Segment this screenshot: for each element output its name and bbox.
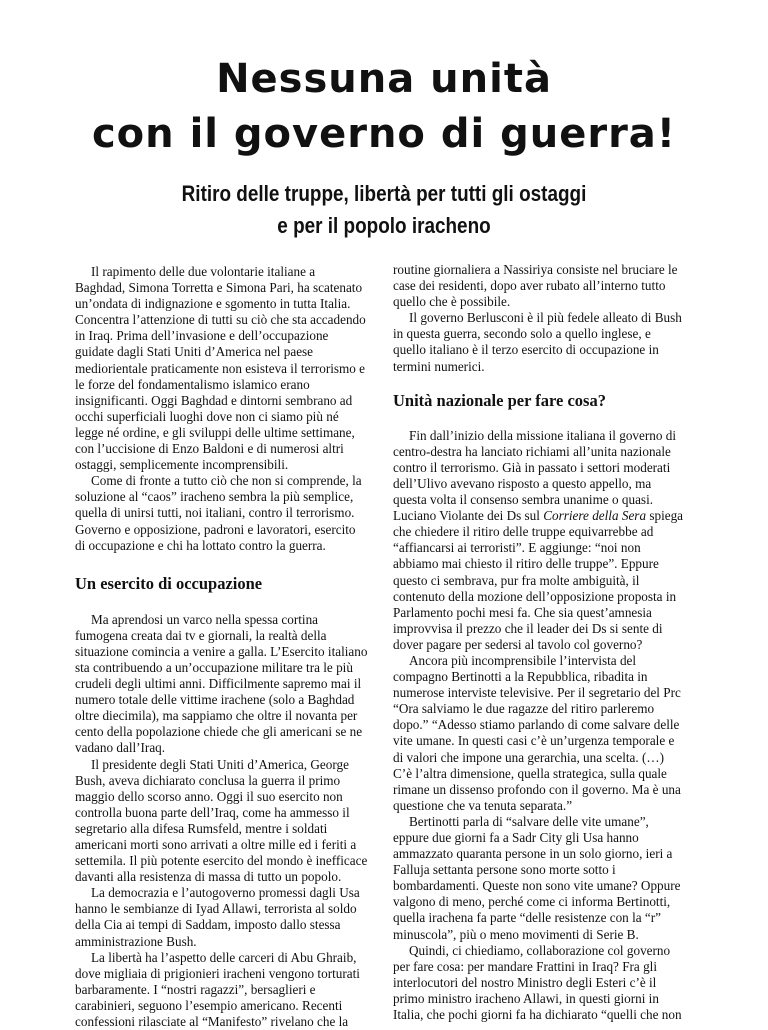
text-line: cento della popolazione chiede che gli americani se ne	[75, 724, 363, 740]
text-line: situazione comincia a venire a galla. L’Esercito italiano	[75, 643, 368, 659]
text-line: un’ondata di indignazione e sgomento in tutta Italia.	[75, 296, 351, 312]
text-line: abbiamo mai chiesto il ritiro delle truppe”. Eppure	[393, 556, 659, 572]
text-line: Ma aprendosi un varco nella spessa cortina	[91, 611, 319, 627]
right-column	[393, 262, 697, 1023]
text-line: Governo e opposizione, padroni e lavoratori, esercito	[75, 521, 356, 537]
text-line: “affiancarsi ai terroristi”. E aggiunge: “noi non	[393, 540, 641, 556]
text-line: maggio dello scorso anno. Oggi il suo esercito non	[75, 788, 343, 804]
text-line: compagno Bertinotti a la Repubblica, ribadita in	[393, 669, 648, 685]
text-line: Falluja settanta persone sono morte sotto i	[393, 862, 616, 878]
text-line: sta contribuendo a un’occupazione militare tra le più	[75, 659, 353, 675]
text-line: La democrazia e l’autogoverno promessi dagli Usa	[91, 885, 360, 901]
text-line: per fare cosa: per mandare Frattini in Iraq? Fra gli	[393, 958, 658, 974]
paragraph-unity-lines	[393, 428, 697, 508]
page-subtitle	[54, 178, 714, 242]
paragraph-bush	[75, 757, 379, 886]
text-line: termini numerici.	[393, 358, 485, 374]
text-line: Ancora più incomprensibile l’intervista del	[409, 652, 637, 668]
text-line: questione che va tenuta separata.”	[393, 797, 573, 813]
text-line: dove migliaia di prigionieri iracheni vengono torturati	[75, 965, 360, 981]
text-line: primo ministro iracheno Allawi, in questi giorni in	[393, 990, 659, 1006]
text-line: hanno le sembianze di Iyad Allawi, terrorista al soldo	[75, 901, 357, 917]
text-line: contenuto della mozione dell’opposizione proposta in	[393, 588, 677, 604]
text-line: Parlamento pochi mesi fa. Che sia quest’amnesia	[393, 604, 652, 620]
newspaper-name: Corriere della Sera	[543, 508, 647, 524]
text-line: Come di fronte a tutto ciò che non si comprende, la	[91, 473, 362, 489]
text-line: Baghdad, Simona Torretta e Simona Pari, ha scatenato	[75, 280, 363, 296]
text-line: vadano dall’Iraq.	[75, 740, 166, 756]
text-line: amministrazione Bush.	[75, 933, 197, 949]
text-line: centro-destra ha lanciato richiami all’unita nazionale	[393, 443, 671, 459]
text-line: ostaggi, semplicemente incomprensibili.	[75, 457, 289, 473]
text-line: davanti alla resistenza di massa di tutto un popolo.	[75, 869, 342, 885]
text-line: guidate dagli Stati Uniti d’America nel paese	[75, 344, 314, 360]
text-line: Il governo Berlusconi è il più fedele alleato di Bush	[409, 310, 682, 326]
paragraph-reaction	[75, 473, 379, 553]
paragraph-nassiriya	[393, 262, 697, 310]
text-line: bombardamenti. Queste non sono vite umane? Oppure	[393, 878, 681, 894]
text-line: valgono di meno, perché come ci informa Bertinotti,	[393, 894, 671, 910]
text-line: eppure due giorni fa a Sadr City gli Usa hanno	[393, 830, 639, 845]
text-line: case dei residenti, dopo aver rubato all’interno tutto	[393, 278, 666, 294]
text-line: di valori che impone una gerarchia, una scelta. (…)	[393, 749, 664, 765]
text-line: che chiedere il ritiro delle truppe equivarrebbe ad	[393, 524, 654, 540]
text-line: segretario alla difesa Rumsfeld, mentre i soldati	[75, 820, 328, 836]
text-line: questa volta il consenso sembra unanime o quasi.	[393, 492, 654, 508]
paragraph-unity	[393, 428, 697, 653]
text-line: interlocutori del nostro Ministro degli Esteri c’è il	[393, 974, 657, 990]
text-line: dover pagare per sedersi al tavolo col governo?	[393, 636, 643, 652]
paragraph-human-lives	[393, 814, 697, 943]
text-line: ammazzato quaranta persone in un solo giorno, ieri a	[393, 846, 673, 862]
text-line: numerose interviste televisive. Per il segretario del Prc	[393, 685, 681, 701]
text-line: mediorientale praticamente non esisteva il terrorismo e	[75, 360, 366, 376]
text-line: insignificanti. Oggi Baghdad e dintorni sembrano ad	[75, 392, 353, 408]
subtitle-line-2: e per il popolo iracheno	[277, 213, 491, 238]
text-line: soluzione al “caos” iracheno sembra la più semplice,	[75, 489, 354, 505]
text-line: vite umane. In questi casi c’è un’urgenza temporale e	[393, 733, 675, 749]
section-heading-occupation: Un esercito di occupazione	[75, 573, 263, 593]
title-line-1: Nessuna unità	[216, 56, 552, 102]
text-line: con l’uccisione di Enzo Baldoni e di numerosi altri	[75, 441, 344, 457]
paragraph-bertinotti	[393, 653, 697, 814]
text-line: Bertinotti parla di “salvare delle vite umane”,	[409, 813, 649, 829]
text-line: rimane un dissenso profondo con il governo. Ma è una	[393, 781, 681, 797]
text-line: dopo.” “Adesso stiamo parlando di come salvare delle	[393, 717, 680, 733]
text-line: Bush, aveva dichiarato conclusa la guerra il primo	[75, 772, 341, 788]
text-line: legge né ordine, e gli sviluppi delle ultime settimane,	[75, 424, 355, 440]
paragraph-berlusconi	[393, 310, 697, 374]
text-line: questo ci sembrava, pur fra molte ambiguità, il	[393, 572, 640, 588]
text-line: Quindi, ci chiediamo, collaborazione col governo	[409, 942, 671, 958]
text-line: confessioni rilasciate al “Manifesto” rivelano che la	[75, 1014, 349, 1030]
text-line: oltre diecimila), ma sappiamo che oltre il novanta per	[75, 708, 358, 724]
text-line: controlla buona parte dell’Iraq, come ha ammesso il	[75, 804, 350, 820]
page-title	[0, 52, 768, 162]
paragraph-smokescreen	[75, 612, 379, 757]
text-line: dell’Ulivo avevano risposto a questo appello, ma	[393, 475, 652, 491]
text-line: in questa guerra, secondo solo a quello inglese, e	[393, 326, 651, 342]
text-line: di occupazione e chi ha lottato contro la guerra.	[75, 537, 326, 553]
left-column	[75, 264, 379, 1030]
text-line: quello italiano è il terzo esercito di occupazione in	[393, 342, 659, 358]
text-line: routine giornaliera a Nassiriya consiste nel bruciare le	[393, 262, 678, 277]
text-line: Il rapimento delle due volontarie italiane a	[91, 264, 316, 279]
text-line: La libertà ha l’aspetto delle carceri di Abu Ghraib,	[91, 949, 357, 965]
text-line: carabinieri, seguono l’esempio americano. Recenti	[75, 997, 343, 1013]
text-line: fumogena creata dai tv e giornali, la realtà della	[75, 627, 327, 643]
text-line: in Iraq. Prima dell’invasione e dell’occupazione	[75, 328, 329, 344]
text-line: Il presidente degli Stati Uniti d’America, George	[91, 756, 349, 772]
text-line: “Ora salviamo le due ragazze del ritiro parleremo	[393, 701, 655, 717]
text-line: della Cia ai tempi di Saddam, imposto dallo stessa	[75, 917, 341, 933]
text-line: quello che è possibile.	[393, 294, 511, 310]
text-line: minuscola”, più o meno movimenti di Serie B.	[393, 926, 639, 942]
paragraph-intro	[75, 264, 379, 473]
text-line: Fin dall’inizio della missione italiana il governo di	[409, 427, 676, 443]
text-line: C’è l’altra dimensione, quella strategica, sulla quale	[393, 765, 667, 781]
text-line: improvvisa il prezzo che il leader dei Ds si sente di	[393, 620, 663, 636]
text-line: contro il terrorismo. Già in passato i settori moderati	[393, 459, 671, 475]
text-line: americani morti sono arrivati a oltre mille ed i feriti a	[75, 837, 357, 852]
violante-pre: Luciano Violante dei Ds sul	[393, 508, 544, 524]
paragraph-frattini	[393, 943, 697, 1023]
violante-post: spiega	[646, 508, 684, 524]
paragraph-unity-cont	[393, 524, 697, 653]
text-line: settemila. Il più potente esercito del mondo è inefficace	[75, 853, 368, 869]
text-line: Italia, che pochi giorni fa ha dichiarato “quelli che non	[393, 1007, 682, 1023]
paragraph-democracy	[75, 885, 379, 949]
text-line: barbaramente. I “nostri ragazzi”, bersaglieri e	[75, 981, 316, 997]
text-line: quella di unirsi tutti, noi italiani, contro il terrorismo.	[75, 505, 355, 521]
section-heading-national-unity: Unità nazionale per fare cosa?	[393, 390, 606, 410]
violante-line	[393, 508, 697, 524]
text-line: Concentra l’attenzione di tutti su ciò che sta accadendo	[75, 312, 366, 328]
text-line: quella irachena fa parte “delle resistenze con la “r”	[393, 910, 661, 926]
subtitle-line-1: Ritiro delle truppe, libertà per tutti gli ostaggi	[181, 181, 587, 206]
title-line-2: con il governo di guerra!	[91, 111, 677, 157]
text-line: crudeli degli ultimi anni. Difficilmente sapremo mai il	[75, 676, 362, 692]
text-line: numero totale delle vittime irachene (solo a Baghdad	[75, 692, 355, 708]
text-line: occhi superficiali luoghi dove non ci siamo più né	[75, 408, 339, 424]
text-line: le forze del fondamentalismo islamico erano	[75, 376, 310, 392]
paragraph-abu-ghraib	[75, 950, 379, 1030]
